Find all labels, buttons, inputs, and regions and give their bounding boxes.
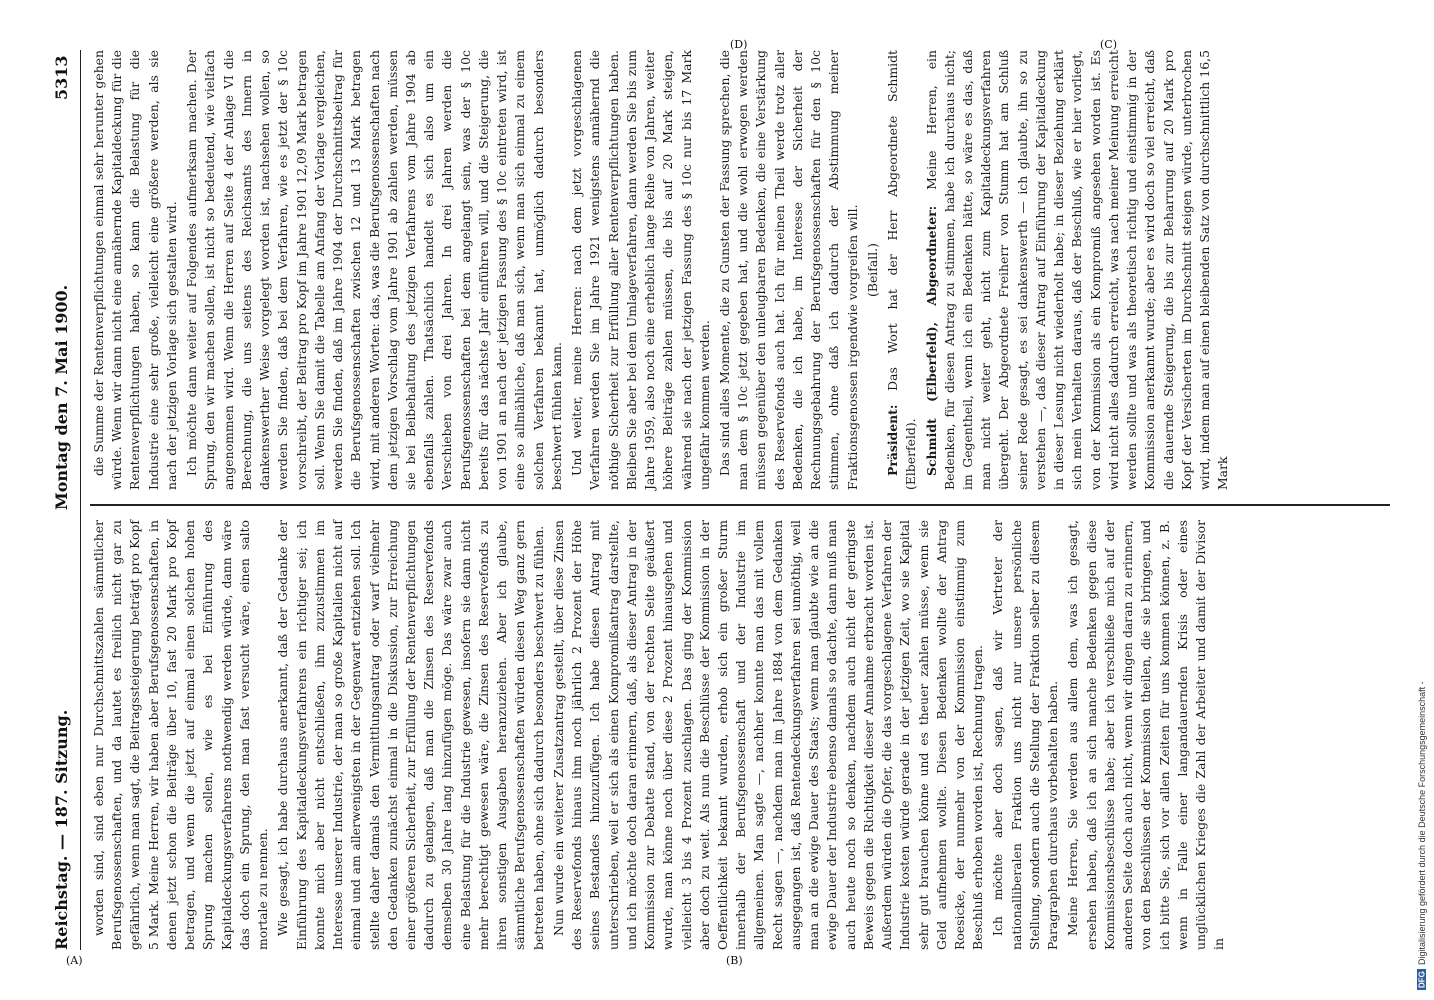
column-divider	[90, 504, 1390, 506]
paragraph: Präsident: Das Wort hat der Herr Abgeordnete Schmidt (Elberfeld).	[885, 50, 919, 490]
paragraph: (Beifall.)	[864, 243, 880, 297]
margin-mark-d: (D)	[730, 38, 748, 51]
paragraph: Schmidt (Elberfeld), Abgeordneter: Meine Herren, ein Bedenken, für diesen Antrag zu stimmen, habe ich durchaus nicht; im Gegentheil, wenn ich ein Bedenken hätte, so wäre es das, daß man nicht weiter geht, nicht zum Kapitaldeckungsverfahren übergeht. Der Abgeordnete Freiherr von Stumm hat am Schluß seiner Rede gesagt, es sei dankenswerth — ich glaubte, ihn so zu verstehen —, daß dieser Antrag auf Einführung der Kapitaldeckung in dieser Lesung nicht wiederholt habe; in dieser Beziehung erklärt sich mein Verhalten daraus, daß der Beschluß, wie er hier vorliegt, von der Kommission als ein Kompromiß angesehen worden ist. Es wird nicht alles dadurch erreicht, was nach meiner Meinung erreicht werden sollte und was als theoretisch richtig und einstimmig in der Kommission anerkannt wurde; aber es wird doch so viel erreicht, daß die dauernde Steigerung, die bis zur Beharrung auf 20 Mark pro Kopf der Versicherten im Durchschnitt steigen würde, unterbrochen wird, indem man auf einen bleibenden Satz von durchschnittlich 16,5 Mark	[923, 50, 1231, 490]
paragraph: Meine Herren, Sie werden aus allem dem, was ich gesagt, ersehen haben, daß ich an sich manche Bedenken gegen diese Kommissionsbeschlüsse habe; aber ich verschließe mich auf der anderen Seite doch auch nicht, wenn wir dingen daran zu erinnern, von den Beschlüssen der Kommission theilen, die sie bringen, und ich bitte Sie, sich vor allen Zeiten für uns kommen können, z. B. wenn in Falle einer langandauernden Krisis oder eines unglücklichen Krieges die Zahl der Arbeiter und damit der Divisor in	[1065, 520, 1227, 950]
page-number: 5313	[52, 55, 71, 100]
margin-mark-c: (C)	[1100, 38, 1117, 51]
page-body	[50, 20, 1410, 980]
paragraph: die Summe der Rentenverpflichtungen einmal sehr herunter gehen würde. Wenn wir dann nicht eine annähernde Kapitaldeckung für die Rentenverpflichtungen haben, so kann die Belastung für die Industrie eine sehr große, vielleicht eine größere werden, als sie nach der jetzigen Vorlage sich gestalten wird.	[91, 50, 179, 490]
digitization-note	[1414, 10, 1430, 990]
digitization-text: Digitalisierung gefördert durch die Deutsche Forschungsgemeinschaft -	[1417, 681, 1427, 966]
margin-mark-a: (A)	[66, 954, 83, 967]
paragraph: Und weiter, meine Herren: nach dem jetzt vorgeschlagenen Verfahren werden Sie im Jahre 1921 wenigstens annähernd die nöthige Sicherheit zur Erfüllung aller Rentenverpflichtungen haben. Bleiben Sie aber bei dem Umlageverfahren, dann werden Sie bis zum Jahre 1959, also noch eine erheblich lange Reihe von Jahren, weiter höhere Beiträge zahlen müssen, die bis auf 20 Mark steigen, während sie nach der jetzigen Fassung des § 10c nur bis 17 Mark ungefähr kommen werden.	[569, 50, 712, 490]
paragraph: Ich möchte dann weiter auf Folgendes aufmerksam machen. Der Sprung, den wir machen sollen, ist nicht so bedeutend, wie vielfach angenommen wird. Wenn die Herren auf Seite 4 der Anlage VI die Berechnung, die uns seitens des Reichsamts des Innern in dankenswerther Weise vorgelegt worden ist, nachsehen wollen, so werden Sie finden, daß bei dem Verfahren, wie es jetzt der § 10c vorschreibt, der Beitrag pro Kopf im Jahre 1901 12,09 Mark betragen soll. Wenn Sie damit die Tabelle am Anfang der Vorlage vergleichen, werden Sie finden, daß im Jahre 1904 der Durchschnittsbeitrag für die Berufsgenossenschaften zwischen 12 und 13 Mark betragen wird, mit anderen Worten: das, was die Berufsgenossenschaften nach dem jetzigen Vorschlag vom Jahre 1901 ab zahlen werden, müssen sie bei Beibehaltung des jetzigen Verfahrens vom Jahre 1904 ab ebenfalls zahlen. Thatsächlich handelt es sich also um ein Verschieben von drei Jahren. In drei Jahren werden die Berufsgenossenschaften bei dem angelangt sein, was der § 10c bereits für das nächste Jahr einführen will, und die Steigerung, die von 1901 an nach der jetzigen Fassung des § 10c eintreten wird, ist eine so allmähliche, daß man sich, wenn man sich einmal zu einem solchen Verfahren bekannt hat, unmöglich dadurch besonders beschwert fühlen kann.	[184, 50, 564, 490]
right-column	[90, 50, 1390, 490]
header-left-text: Reichstag. — 187. Sitzung.	[52, 709, 71, 950]
header-rule	[80, 50, 81, 950]
header-center-text: Montag den 7. Mai 1900.	[52, 284, 71, 510]
paragraph: worden sind, sind eben nur Durchschnittszahlen sämmtlicher Berufsgenossenschaften, und da lautet es freilich nicht gar zu gefährlich, wenn man sagt, die Beitragssteigerung beträgt pro Kopf 5 Mark. Meine Herren, wir haben aber Berufsgenossenschaften, in denen jetzt schon die Beiträge über 10, fast 20 Mark pro Kopf betragen, und wenn die jetzt auf einmal einen solchen hohen Sprung machen sollen, wie es bei Einführung des Kapitaldeckungsverfahrens nothwendig werden würde, dann wäre das doch ein Sprung, den man fast versucht wäre, einen salto mortale zu nennen.	[91, 520, 271, 950]
paragraph: Ich möchte aber doch sagen, daß wir Vertreter der nationalliberalen Fraktion uns nicht nur unsere persönliche Stellung, sondern auch die Stellung der Fraktion selber zu diesem Paragraphen durchaus vorbehalten haben.	[990, 520, 1061, 950]
dfg-logo: DFG	[1417, 971, 1427, 988]
left-column	[90, 520, 1390, 950]
paragraph: Nun wurde ein weiterer Zusatzantrag gestellt, über diese Zinsen des Reservefonds hinaus ihm noch jährlich 2 Prozent der Höhe seines Bestandes hinzuzufügen. Ich habe diesen Antrag mit unterschrieben, weil er sich als einen Kompromißantrag darstellte, und ich möchte doch daran erinnern, daß, als dieser Antrag in der Kommission zur Debatte stand, von der rechten Seite geäußert wurde, man könne noch über diese 2 Prozent hinausgehen und vielleicht 3 bis 4 Prozent zuschlagen. Das ging der Kommission aber doch zu weit. Als nun die Beschlüsse der Kommission in der Oeffentlichkeit bekannt wurden, erhob sich ein großer Sturm innerhalb der Berufsgenossenschaft und der Industrie im allgemeinen. Man sagte —, nachher konnte man das mit vollem Recht sagen —, nachdem man im Jahre 1884 von dem Gedanken ausgegangen ist, daß Rentendeckungsverfahren sei unnöthig, weil man an die ewige Dauer des Staats; wenn man glaubte wie an die ewige Dauer der Industrie ebenso damals so dachte, dann muß man auch heute noch so denken, nachdem auch nicht der geringste Beweis gegen die Richtigkeit dieser Annahme erbracht worden ist. Außerdem würden die Opfer, die das vorgeschlagene Verfahren der Industrie kosten würde gerade in der jetzigen Zeit, wo sie Kapital sehr gut brauchen könne und es theuer zahlen müsse, wenn sie Geld aufnehmen wollte. Diesen Bedenken wollte der Antrag Roesicke, der nunmehr von der Kommission einstimmig zum Beschluß erhoben worden ist, Rechnung tragen.	[550, 520, 986, 950]
paragraph: Das sind alles Momente, die zu Gunsten der Fassung sprechen, die man dem § 10c jetzt gegeben hat, und die wohl erwogen werden müssen gegenüber den unleugbaren Bedenken, die eine Verstärkung des Reservefonds auch hat. Ich für meinen Theil werde trotz aller Bedenken, die ich habe, im Interesse der Sicherheit der Rechnungsgebahrung der Berufsgenossenschaften für den § 10c stimmen, ohne daß ich dadurch der Abstimmung meiner Fraktionsgenossen irgendwie vorgreifen will.	[716, 50, 860, 490]
paragraph: Wie gesagt, ich habe durchaus anerkannt, daß der Gedanke der Einführung des Kapitaldeckungsverfahrens ein richtiger sei; ich konnte mich aber nicht entschließen, ihm zuzustimmen im Interesse unserer Industrie, der man so große Kapitalien nicht auf einmal und am allerwenigsten in der Gegenwart entziehen soll. Ich stellte daher damals den Vermittlungsantrag oder warf vielmehr den Gedanken zunächst einmal in die Diskussion, zur Erreichung einer größeren Sicherheit, zur Erfüllung der Rentenverpflichtungen dadurch zu gelangen, daß man die Zinsen des Reservefonds demselben 30 Jahre lang hinzufügen möge. Das wäre zwar auch eine Belastung für die Industrie gewesen, insofern sie dann nicht mehr berechtigt gewesen wäre, die Zinsen des Reservefonds zu ihren sonstigen Ausgaben heranzuziehen. Aber ich glaube, sämmtliche Berufsgenossenschaften würden diesen Weg ganz gern betreten haben, ohne sich dadurch besonders beschwert zu fühlen.	[275, 520, 546, 950]
page-header	[52, 20, 82, 980]
margin-mark-b: (B)	[726, 954, 743, 967]
